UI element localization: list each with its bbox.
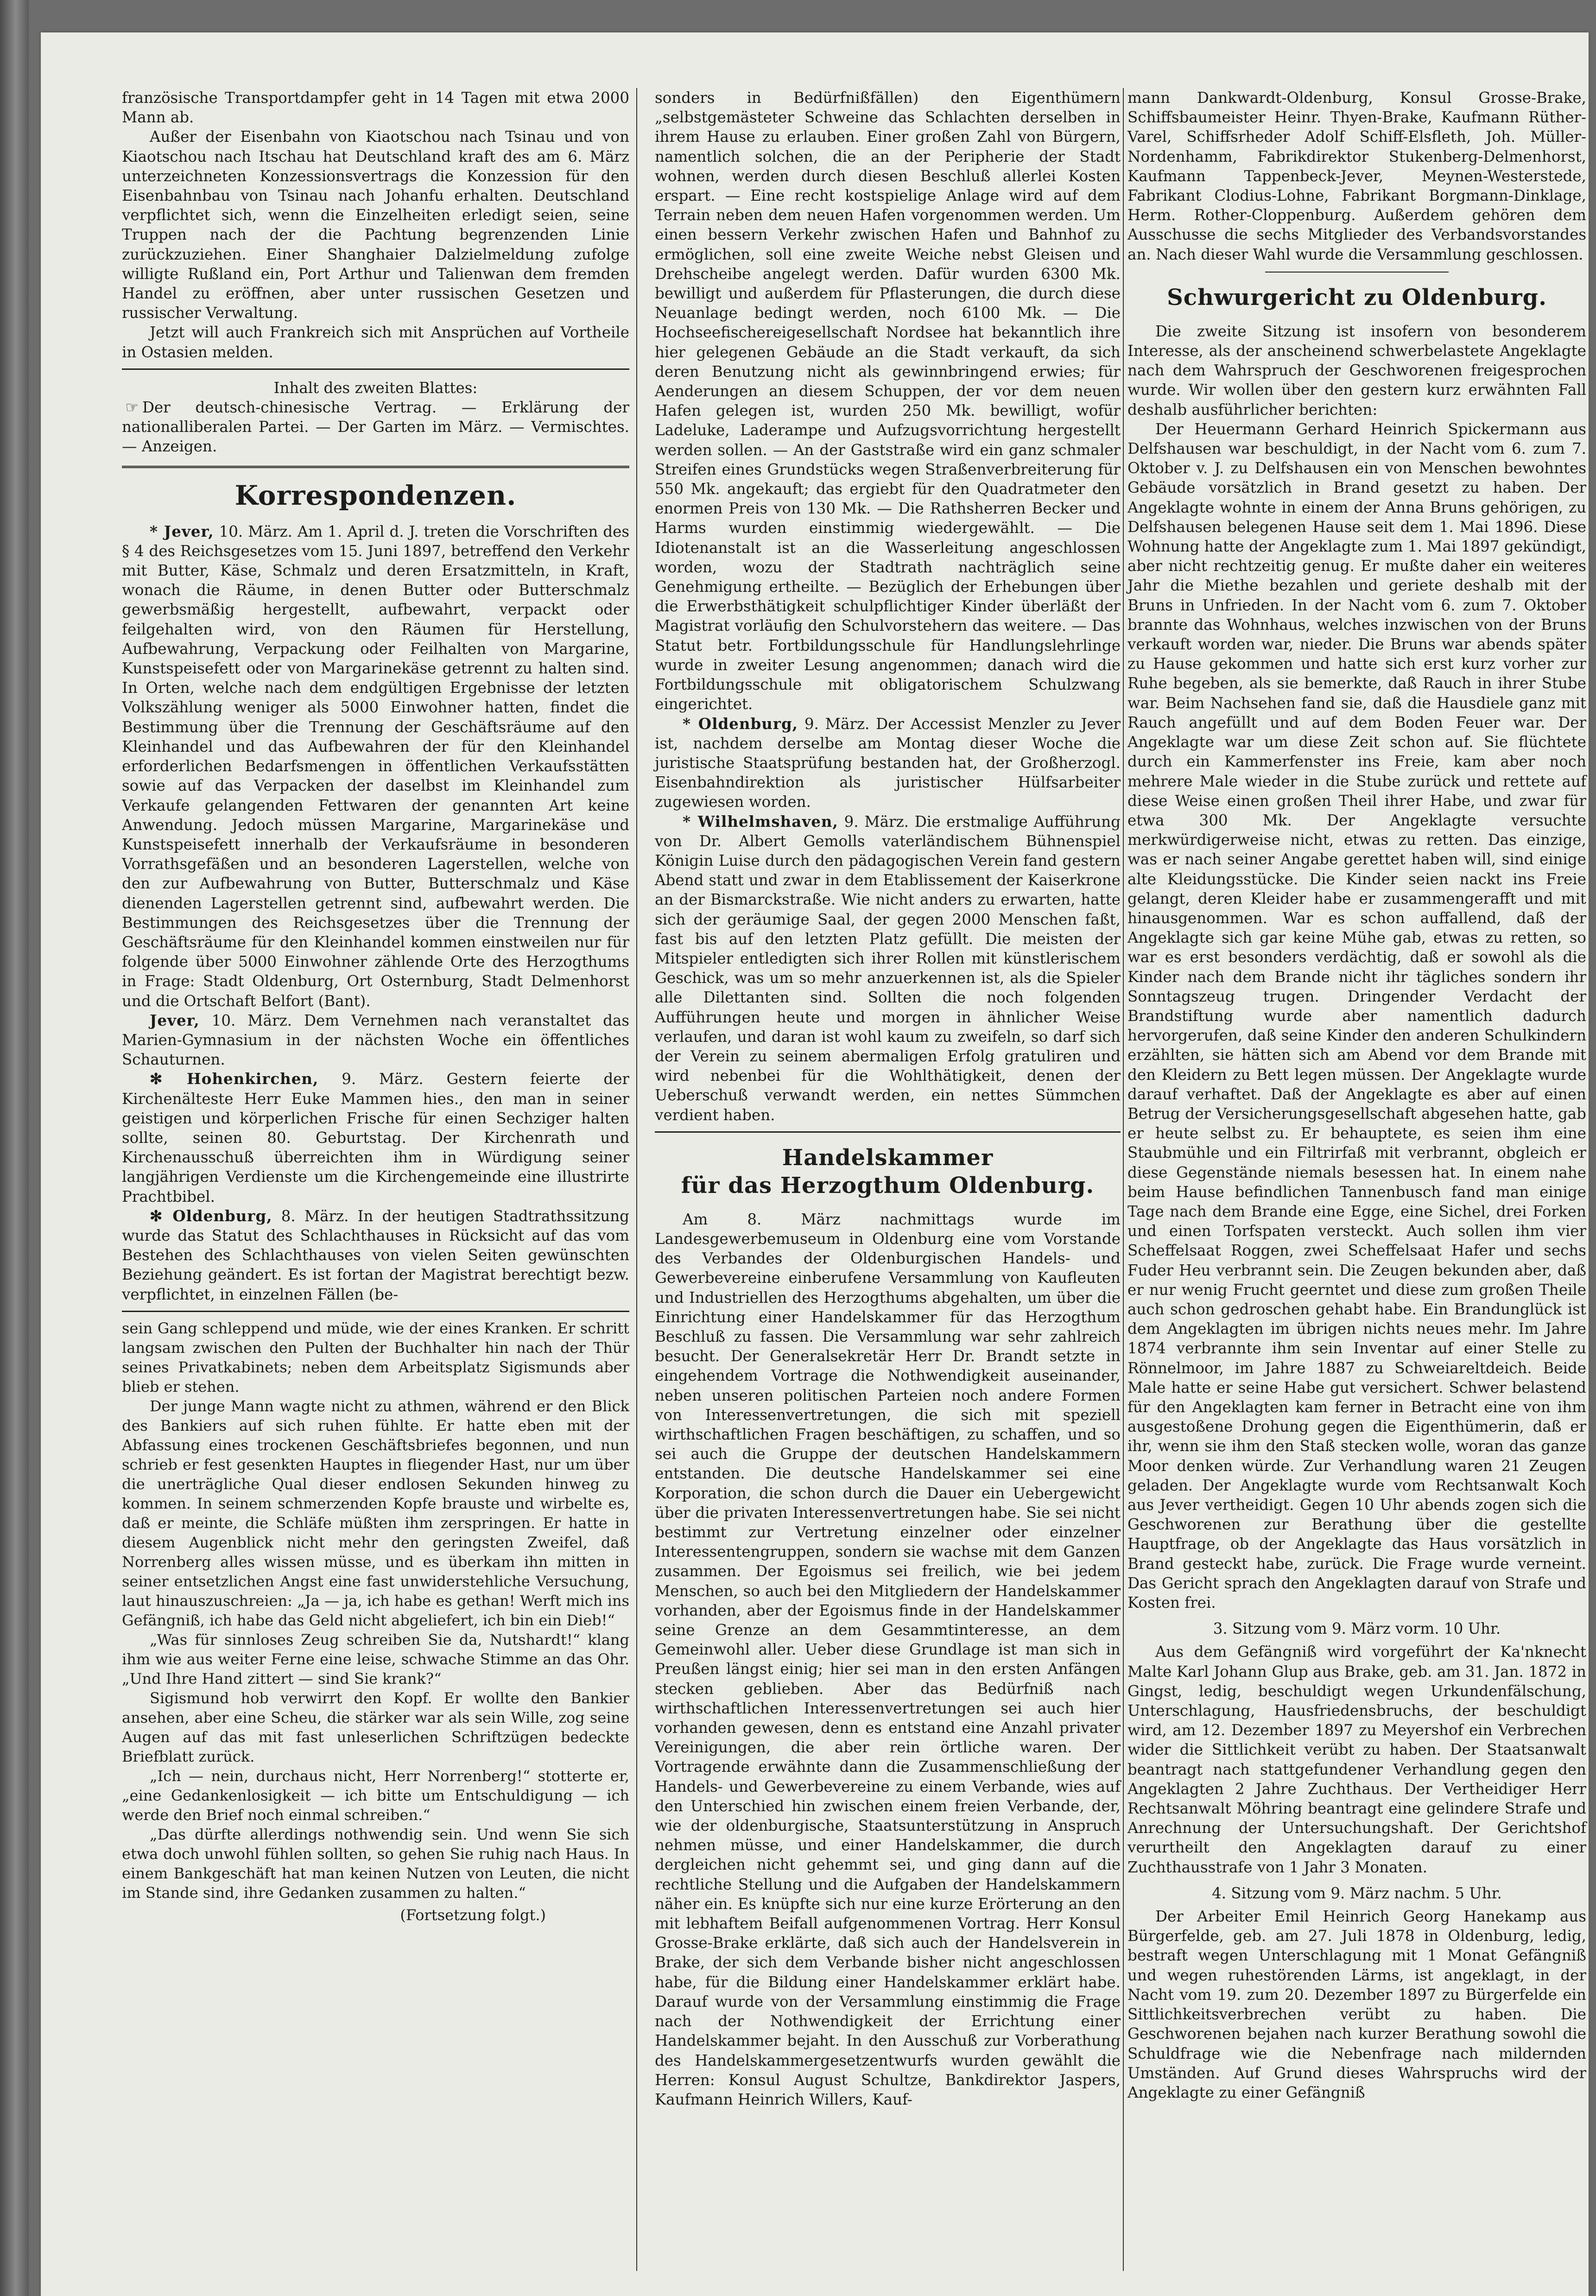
article-hohenkirchen bbox=[122, 1069, 629, 1206]
dateline-place: ✻ Oldenburg, bbox=[150, 1206, 272, 1225]
newspaper-page bbox=[41, 32, 1589, 2296]
serial-paragraph: „Ich — nein, durchaus nicht, Herr Norrenberg!“ stotterte er, „eine Gedankenlosigkeit — ich bitte um Entschuldigung — ich werde den Brief noch einmal schreiben.“ bbox=[122, 1767, 629, 1824]
to-be-continued: (Fortsetzung folgt.) bbox=[400, 1906, 546, 1924]
column-rule-left bbox=[636, 88, 637, 2271]
section-headline-handelskammer bbox=[655, 1144, 1121, 1199]
column-rule-right bbox=[1123, 88, 1124, 2271]
headline-line: Handelskammer bbox=[782, 1144, 994, 1171]
toc-title: Inhalt des zweiten Blattes: bbox=[273, 379, 478, 397]
article-jever-2 bbox=[122, 1011, 629, 1070]
dateline-place: * Wilhelmshaven, bbox=[683, 812, 838, 831]
pointing-hand-icon: ☞ bbox=[125, 399, 139, 417]
article-text: sonders in Bedürfnißfällen) den Eigenthümern „selbstgemästeter Schweine das Schlachten derselben in ihrem Hause zu erlauben. Einer großen Zahl von Bürgern, namentlich solchen, die an der Peripherie der Stadt wohnen, werden durch diesen Beschluß allerlei Kosten erspart. — Eine recht kostspielige Anlage wird auf dem Terrain neben dem neuen Hafen vorgenommen werden. Um einen bessern Verkehr zwischen Hafen und Bahnhof zu ermöglichen, soll eine zweite Weiche nebst Gleisen und Drehscheibe angelegt werden. Dafür wurden 6300 Mk. bewilligt und außerdem für Pflasterungen, die durch diese Neuanlage bedingt werden, noch 6100 Mk. — Die Hochseefischereigesellschaft Nordsee hat bekanntlich ihre hier gelegenen Gebäude an die Stadt verkauft, da sich deren Benutzung nicht als gewinnbringend erwies; für Aenderungen an diesem Schuppen, der vor dem neuen Hafen gelegen ist, wurden 250 Mk. bewilligt, wofür Ladeluke, Laderampe und Aufzugsvorrichtung hergestellt werden sollen. — An der Gaststraße wird ein ganz schmaler Streifen eines Grundstücks wegen Straßenverbreiterung für 550 Mk. angekauft; das ergiebt für den Quadratmeter den enormen Preis von 130 Mk. — Die Rathsherren Becker und Harms wurden einstimmig wiedergewählt. — Die Idiotenanstalt ist an die Wasserleitung angeschlossen worden, wozu der Stadtrath nachträglich seine Genehmigung ertheilte. — Bezüglich der Erhebungen über die Erwerbsthätigkeit schulpflichtiger Kinder überläßt der Magistrat vorläufig den Schulvorstehern das weitere. — Das Statut betr. Fortbildungsschule für Handlungslehrlinge wurde in zweiter Lesung angenommen; danach wird die Fortbildungsschule mit obligatorischem Schulzwang eingerichtet. bbox=[655, 89, 1121, 713]
section-divider bbox=[655, 1131, 1121, 1133]
article-wilhelmshaven bbox=[655, 812, 1121, 1125]
dateline-place: * Oldenburg, bbox=[683, 714, 798, 733]
article-oldenburg-2 bbox=[655, 714, 1121, 812]
article-text: Aus dem Gefängniß wird vorgeführt der Ka'nknecht Malte Karl Johann Glup aus Brake, geb. am 31. Jan. 1872 in Gingst, ledig, beschuldigt wegen Urkundenfälschung, Unterschlagung, Hausfriedensbruchs, der beschuldigt wird, am 12. Dezember 1897 zu Meyershof ein Verbrechen wider die Sittlichkeit verübt zu haben. Der Staatsanwalt beantragt nach stattgefundener Verhandlung gegen den Angeklagten 2 Jahre Zuchthaus. Der Vertheidiger Herr Rechtsanwalt Möhring beantragt eine gelindere Strafe und Anrechnung der Untersuchungshaft. Der Gerichtshof verurtheilt den Angeklagten darauf zu einer Zuchthausstrafe von 1 Jahr 3 Monaten. bbox=[1127, 1643, 1586, 1876]
column-right bbox=[1127, 88, 1586, 2102]
book-binding-edge bbox=[0, 0, 29, 2296]
section-divider bbox=[1265, 272, 1449, 273]
article-text: 9. März. Die erstmalige Aufführung von Dr. Albert Gemolls vaterländischem Bühnenspiel Königin Luise durch den pädagogischen Verein fand gestern Abend statt und zwar in dem Etablissement der Kaiserkrone an der Bismarckstraße. Wie nicht anders zu erwarten, hatte sich der geräumige Saal, der gegen 2000 Menschen faßt, fast bis auf den letzten Platz gefüllt. Die meisten der Mitspieler entledigten sich ihrer Rollen mit künstlerischem Geschick, was um so mehr anzuerkennen ist, als die Spieler alle Dilettanten sind. Sollten die noch folgenden Aufführungen heute und morgen in ähnlicher Weise verlaufen, und daran ist wohl kaum zu zweifeln, so darf sich der Verein zu seinem abermaligen Erfolg gratuliren und wird nebenbei für die Wohlthätigkeit, denen der Ueberschuß verwandt werden, ein nettes Sümmchen verdient haben. bbox=[655, 812, 1121, 1124]
article-text: mann Dankwardt-Oldenburg, Konsul Grosse-Brake, Schiffsbaumeister Heinr. Thyen-Brake, Kaufmann Rüther-Varel, Schiffsrheder Adolf Schiff-Elsfleth, Joh. Müller-Nordenhamm, Fabrikdirektor Stukenberg-Delmenhorst, Kaufmann Tappenbeck-Jever, Meynen-Westerstede, Fabrikant Clodius-Lohne, Fabrikant Borgmann-Dinklage, Herm. Rother-Cloppenburg. Außerdem gehören dem Ausschusse die sechs Mitglieder des Verbandsvorstandes an. Nach dieser Wahl wurde die Versammlung geschlossen. bbox=[1127, 89, 1586, 263]
article-text: Am 8. März nachmittags wurde im Landesgewerbemuseum in Oldenburg eine vom Vorstande des Verbandes der Oldenburgischen Handels- und Gewerbevereine einberufene Versammlung von Kaufleuten und Industriellen des Herzogthums abgehalten, um über die Einrichtung einer Handelskammer für das Herzogthum Beschluß zu fassen. Die Versammlung war sehr zahlreich besucht. Der Generalsekretär Herr Dr. Brandt setzte in eingehendem Vortrage die Nothwendigkeit auseinander, neben unseren politischen Parteien noch andere Formen von Interessenvertretungen, die sich mit speziell wirthschaftlichen Fragen beschäftigen, zu schaffen, und so sei auch die Gruppe der deutschen Handelskammern entstanden. Die deutsche Handelskammer sei eine Korporation, die schon durch die Dauer ein Uebergewicht über die privaten Interessenvertretungen habe. Sie sei nicht bestimmt zur Vertretung einzelner oder einzelner Interessentengruppen, sondern sie wachse mit dem Ganzen zusammen. Der Egoismus sei freilich, wie bei jedem Menschen, so auch bei den Mitgliedern der Handelskammer vorhanden, aber der Egoismus finde in der Handelskammer seine Grenze an dem Gesammtinteresse, an dem Gemeinwohl aller. Ueber diese Grundlage ist man sich in Preußen längst einig; hier sei man in den ersten Anfängen stecken geblieben. Aber das Bedürfniß nach wirthschaftlichen Interessenvertretungen sei auch hier vorhanden gewesen, denn es entstand eine Anzahl privater Vereinigungen, die aber rein örtliche waren. Der Vortragende erwähnte dann die Zusammenschließung der Handels- und Gewerbevereine zu einem Verbande, wies auf den Unterschied hin zwischen einem freien Verbande, der, wie der oldenburgische, Staatsunterstützung in Anspruch nehmen müsse, und einer Handelskammer, die durch dergleichen nicht gehemmt sei, und ging dann auf die rechtliche Stellung und die Aufgaben der Handelskammern näher ein. Es knüpfte sich nur eine kurze Erörterung an den mit lebhaftem Beifall aufgenommenen Vortrag. Herr Konsul Grosse-Brake erklärte, daß sich auch der Handelsverein in Brake, der sich dem Verbande bisher nicht angeschlossen habe, für die Bildung einer Handelskammer erklärt habe. Darauf wurde von der Versammlung einstimmig die Frage nach der Nothwendigkeit der Errichtung einer Handelskammer bejaht. In den Ausschuß zur Vorberathung des Handelskammergesetzentwurfs wurden gewählt die Herren: Konsul August Schultze, Bankdirektor Jaspers, Kaufmann Heinrich Willers, Kauf- bbox=[655, 1210, 1121, 2108]
article-text: 8. März. In der heutigen Stadtrathssitzung wurde das Statut des Schlachthauses in Rücksicht auf das vom Bestehen des Schlachthauses von vielen Seiten gewünschten Beziehung geändert. Es ist fortan der Magistrat berechtigt bezw. verpflichtet, in einzelnen Fällen (be- bbox=[122, 1207, 629, 1303]
serial-paragraph: „Das dürfte allerdings nothwendig sein. Und wenn Sie sich etwa doch unwohl fühlen sollten, so gehen Sie ruhig nach Haus. In einem Bankgeschäft hat man keinen Nutzen von Leuten, die nicht im Stande sind, ihre Gedanken zusammen zu halten.“ bbox=[122, 1825, 629, 1902]
serial-paragraph: „Was für sinnloses Zeug schreiben Sie da, Nutshardt!“ klang ihm wie aus weiter Ferne eine leise, schwache Stimme an das Ohr. „Und Ihre Hand zittert — sind Sie krank?“ bbox=[122, 1630, 629, 1687]
column-left bbox=[122, 88, 629, 1925]
session-title: 4. Sitzung vom 9. März nachm. 5 Uhr. bbox=[1212, 1884, 1502, 1902]
article-text: 9. März. Der Accessist Menzler zu Jever ist, nachdem derselbe am Montag dieser Woche die juristische Staatsprüfung bestanden hat, der Großherzogl. Eisenbahndirektion als juristischer Hülfsarbeiter zugewiesen worden. bbox=[655, 715, 1121, 811]
article-text: Der Heuermann Gerhard Heinrich Spickermann aus Delfshausen war beschuldigt, in der Nacht vom 6. zum 7. Oktober v. J. zu Delfshausen ein von Menschen bewohntes Gebäude vorsätzlich in Brand gesetzt zu haben. Der Angeklagte wohnte in einem der Anna Bruns gehörigen, zu Delfshausen belegenen Hause seit dem 1. Mai 1896. Diese Wohnung hatte der Angeklagte zum 1. Mai 1897 gekündigt, aber nicht rechtzeitig genug. Er mußte daher ein weiteres Jahr die Miethe bezahlen und geriete deshalb mit der Bruns in Unfrieden. In der Nacht vom 6. zum 7. Oktober brannte das Wohnhaus, welches inzwischen von der Bruns verkauft worden war, nieder. Die Bruns war abends später zu Hause gekommen und hatte sich erst kurz vorher zur Ruhe begeben, als sie bemerkte, daß Rauch in ihrer Stube war. Beim Nachsehen fand sie, daß die Hausdiele ganz mit Rauch angefüllt und auf dem Boden Feuer war. Der Angeklagte war um diese Zeit schon auf. Sie flüchtete durch ein Kammerfenster ins Freie, kam aber noch mehrere Male wieder in die Stube zurück und rettete auf diese Weise einen großen Theil ihrer Habe, und zwar für etwa 300 Mk. Der Angeklagte versuchte merkwürdigerweise nicht, etwas zu retten. Das einzige, was er nach seiner Angabe gerettet haben will, sind einige alte Kleidungsstücke. Die Kinder seien nackt ins Freie gelangt, deren Kleider habe er zusammengerafft und mit hinausgenommen. War es schon auffallend, daß der Angeklagte sich gar keine Mühe gab, etwas zu retten, so war es erst besonders verdächtig, daß er sowohl als die Kinder nach dem Brande nicht ihr tägliches sondern ihr Sonntagszeug trugen. Dringender Verdacht der Brandstiftung wurde aber namentlich dadurch hervorgerufen, daß seine Kinder den anderen Schulkindern erzählten, sie hätten sich am Abend vor dem Brande mit den Kleidern zu Bett legen müssen. Der Angeklagte wurde darauf verhaftet. Daß der Angeklagte es aber auf einen Betrug der Versicherungsgesellschaft abgesehen hatte, gab er heute selbst zu. Er behauptete, es seien ihm eine Staubmühle und ein Filtrirfaß mit verbrannt, obgleich er diese Gegenstände niemals besessen hat. In einem nahe beim Hause befindlichen Tannenbusch fand man einige Tage nach dem Brande eine Egge, eine Sichel, drei Forken und einen Torfspaten versteckt. Auch sollen ihm vier Scheffelsaat Roggen, zwei Scheffelsaat Hafer und sechs Fuder Heu verbrannt sein. Die Zeugen bekunden aber, daß er nur wenig Frucht geerntet und diese zum großen Theile auch schon gedroschen gehabt habe. Ein Brandunglück ist dem Angeklagten im übrigen nichts neues mehr. Im Jahre 1874 verbrannte ihm sein Inventar auf einer Stelle zu Rönnelmoor, im Jahre 1887 zu Schweiareltdeich. Beide Male hatte er seine Habe gut versichert. Schwer belastend für den Angeklagten kam ferner in Betracht eine von ihm ausgestoßene Drohung gegen die Eigenthümerin, daß er ihr, wenn sie ihm den Staß stecken wolle, woran das ganze Moor denken würde. Zur Verhandlung waren 21 Zeugen geladen. Der Angeklagte wurde vom Rechtsanwalt Koch aus Jever vertheidigt. Gegen 10 Uhr abends zogen sich die Geschworenen zur Berathung über die gestellte Hauptfrage, ob der Angeklagte das Haus vorsätzlich in Brand gesteckt habe, zurück. Die Frage wurde verneint. Das Gericht sprach den Angeklagten darauf von Strafe und Kosten frei. bbox=[1127, 420, 1586, 1612]
article-text: 10. März. Am 1. April d. J. treten die Vorschriften des § 4 des Reichsgesetzes vom 15. Juni 1897, betreffend den Verkehr mit Butter, Käse, Schmalz und deren Ersatzmitteln, in Kraft, wonach die Räume, in denen Butter oder Butterschmalz gewerbsmäßig hergestellt, aufbewahrt, verpackt oder feilgehalten wird, von den Räumen für Herstellung, Aufbewahrung, Verpackung oder Feilhalten von Margarine, Kunstspeisefett oder von Margarinekäse getrennt zu halten sind. In Orten, welche nach dem endgültigen Ergebnisse der letzten Volkszählung weniger als 5000 Einwohner hatten, findet die Bestimmung über die Trennung der Geschäftsräume auf den Kleinhandel und das Aufbewahren der für den Kleinhandel erforderlichen Bedarfsmengen in öffentlichen Verkaufsstätten sowie auf das Verpacken der daselbst im Kleinhandel zum Verkaufe gelangenden Fettwaren der genannten Art keine Anwendung. Jedoch müssen Margarine, Margarinekäse und Kunstspeisefett innerhalb der Verkaufsräume in besonderen Vorrathsgefäßen und an besonderen Lagerstellen, welche von den zur Aufbewahrung von Butter, Butterschmalz und Käse dienenden Lagerstellen getrennt sind, aufbewahrt werden. Die Bestimmungen des Reichsgesetzes über die Trennung der Geschäftsräume für den Kleinhandel kommen einstweilen nur für folgende über 5000 Einwohner zählende Orte des Herzogthums in Frage: Stadt Oldenburg, Ort Osternburg, Stadt Delmenhorst und die Ortschaft Belfort (Bant). bbox=[122, 522, 630, 1010]
section-headline-schwurgericht: Schwurgericht zu Oldenburg. bbox=[1167, 284, 1547, 311]
intro-paragraph: Jetzt will auch Frankreich sich mit Ansprüchen auf Vortheile in Ostasien melden. bbox=[122, 323, 629, 361]
article-text: Der Arbeiter Emil Heinrich Georg Hanekamp aus Bürgerfelde, geb. am 27. Juli 1878 in Oldenburg, ledig, bestraft wegen Unterschlagung mit 1 Monat Gefängniß und wegen ruhestörenden Lärms, ist angeklagt, in der Nacht vom 19. zum 20. Dezember 1897 zu Bürgerfelde ein Sittlichkeitsverbrechen verübt zu haben. Die Geschworenen bejahen nach kurzer Berathung sowohl die Schuldfrage wie die Nebenfrage nach mildernden Umständen. Auf Grund dieses Wahrspruchs wird der Angeklagte zu einer Gefängniß bbox=[1127, 1908, 1586, 2101]
dateline-place: Jever, bbox=[150, 1011, 200, 1029]
section-headline-korrespondenzen: Korrespondenzen. bbox=[234, 479, 517, 511]
serial-paragraph: sein Gang schleppend und müde, wie der eines Kranken. Er schritt langsam zwischen den Pulten der Buchhalter hin nach der Thür seines Privatkabinets; neben dem Arbeitsplatz Sigismunds aber blieb er stehen. bbox=[122, 1319, 629, 1395]
table-of-contents-box bbox=[122, 376, 629, 459]
dateline-place: ✻ Hohenkirchen, bbox=[150, 1070, 319, 1088]
session-title: 3. Sitzung vom 9. März vorm. 10 Uhr. bbox=[1213, 1620, 1501, 1638]
serial-novel bbox=[122, 1319, 629, 1925]
serial-paragraph: Der junge Mann wagte nicht zu athmen, während er den Blick des Bankiers auf sich ruhen fühlte. Er hatte eben mit der Abfassung eines trockenen Geschäftsbriefes begonnen, und nun schrieb er fest gesenkten Hauptes in fliegender Hast, nur um über die unerträgliche Qual dieser endlosen Sekunden hinweg zu kommen. In seinem schmerzenden Kopfe brauste und wirbelte es, daß er meinte, die Schläfe müßten ihm zerspringen. Er hatte in diesem Augenblick nicht mehr den geringsten Zweifel, daß Norrenberg alles wissen müsse, und es überkam ihn mitten in seiner entsetzlichen Angst eine fast unwiderstehliche Versuchung, laut hinauszuschreien: „Ja — ja, ich habe es gethan! Werft mich ins Gefängniß, ich habe das Geld nicht abgeliefert, ich bin ein Dieb!“ bbox=[122, 1397, 629, 1629]
toc-text: Der deutsch-chinesische Vertrag. — Erklärung der nationalliberalen Partei. — Der Garten im März. — Vermischtes. — Anzeigen. bbox=[122, 399, 629, 456]
section-divider bbox=[122, 368, 629, 370]
article-text: 9. März. Gestern feierte der Kirchenälteste Herr Euke Mammen hies., den man in seiner geistigen und körperlichen Frische für einen Sechziger halten sollte, seinen 80. Geburtstag. Der Kirchenrath und Kirchenausschuß überreichten ihm in Würdigung seiner langjährigen Verdienste um die Kirchengemeinde eine illustrirte Prachtbibel. bbox=[122, 1070, 629, 1205]
article-text: Die zweite Sitzung ist insofern von besonderem Interesse, als der anscheinend schwerbelastete Angeklagte nach dem Wahrspruch der Geschworenen freigesprochen wurde. Wir wollen über den gestern kurz erwähnten Fall deshalb ausführlicher berichten: bbox=[1127, 322, 1586, 419]
article-text: 10. März. Dem Vernehmen nach veranstaltet das Marien-Gymnasium in der nächsten Woche ein öffentliches Schauturnen. bbox=[122, 1011, 629, 1069]
article-jever bbox=[122, 522, 629, 1011]
section-divider bbox=[122, 466, 629, 468]
dateline-place: * Jever, bbox=[150, 522, 214, 540]
serial-paragraph: Sigismund hob verwirrt den Kopf. Er wollte den Bankier ansehen, aber eine Scheu, die stärker war als sein Wille, zog seine Augen auf das mit fast unleserlichen Schriftzügen bedeckte Briefblatt zurück. bbox=[122, 1689, 629, 1765]
intro-paragraph: Außer der Eisenbahn von Kiaotschou nach Tsinau und von Kiaotschou nach Itschau hat Deutschland kraft des am 6. März unterzeichneten Konzessionsvertrags die Konzession für den Eisenbahnbau von Tsinau nach Johanfu erhalten. Deutschland verpflichtet sich, wenn die Einzelheiten erledigt seien, seine Truppen nach der die Pachtung begrenzenden Linie zurückzuziehen. Einer Shanghaier Dalzielmeldung zufolge willigte Rußland ein, Port Arthur und Talienwan dem fremden Handel zu eröffnen, aber unter russischen Gesetzen und russischer Verwaltung. bbox=[122, 128, 629, 322]
feuilleton-divider bbox=[122, 1311, 629, 1312]
column-middle bbox=[655, 88, 1121, 2109]
intro-paragraph: französische Transportdampfer geht in 14 Tagen mit etwa 2000 Mann ab. bbox=[122, 89, 629, 127]
headline-line: für das Herzogthum Oldenburg. bbox=[681, 1172, 1095, 1199]
article-oldenburg bbox=[122, 1206, 629, 1304]
